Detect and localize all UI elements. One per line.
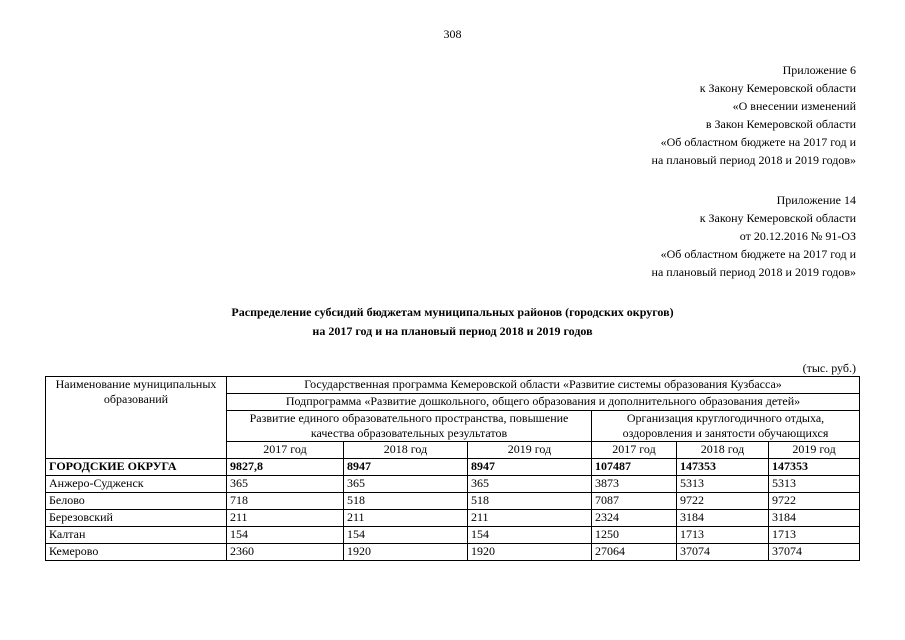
row-value: 9722 [769,493,860,510]
row-value: 8947 [468,459,592,476]
row-value: 5313 [769,476,860,493]
table-row [46,476,860,493]
row-value: 365 [227,476,344,493]
table-header-row [46,377,860,394]
row-value: 154 [468,527,592,544]
row-name: Кемерово [46,544,227,561]
appendix-6-block [652,61,856,169]
row-value: 9722 [677,493,769,510]
row-value: 365 [344,476,468,493]
page-number: 308 [443,27,462,41]
units-label: (тыс. руб.) [802,361,856,375]
row-value: 9827,8 [227,459,344,476]
row-value: 27064 [592,544,677,561]
row-value: 7087 [592,493,677,510]
row-value: 154 [227,527,344,544]
appendix-14-block [652,191,856,281]
header-year: 2017 год [592,442,677,459]
appendix-line: к Закону Кемеровской области [699,81,856,95]
header-subprogram: Подпрограмма «Развитие дошкольного, общего образования и дополнительного образования детей» [227,394,860,411]
row-value: 3184 [769,510,860,527]
row-value: 211 [344,510,468,527]
table-row [46,527,860,544]
row-value: 3873 [592,476,677,493]
appendix-line: «Об областном бюджете на 2017 год и [660,247,856,261]
appendix-line: Приложение 6 [782,63,856,77]
row-value: 2324 [592,510,677,527]
row-name: ГОРОДСКИЕ ОКРУГА [46,459,227,476]
table-row [46,544,860,561]
row-value: 2360 [227,544,344,561]
row-value: 718 [227,493,344,510]
subsidies-table [45,376,860,561]
row-value: 3184 [677,510,769,527]
header-year: 2018 год [677,442,769,459]
row-name: Анжеро-Судженск [46,476,227,493]
appendix-line: Приложение 14 [776,193,856,207]
row-value: 1920 [468,544,592,561]
document-title [0,303,905,341]
header-group-education: Развитие единого образовательного пространства, повышение качества образовательных результатов [227,411,592,442]
table-row [46,459,860,476]
row-value: 211 [468,510,592,527]
header-year: 2017 год [227,442,344,459]
header-year: 2019 год [769,442,860,459]
row-name: Березовский [46,510,227,527]
header-group-recreation: Организация круглогодичного отдыха, оздоровления и занятости обучающихся [592,411,860,442]
appendix-line: на плановый период 2018 и 2019 годов» [651,153,856,167]
row-name: Белово [46,493,227,510]
row-value: 1920 [344,544,468,561]
header-year: 2018 год [344,442,468,459]
appendix-line: «О внесении изменений [732,99,856,113]
header-year: 2019 год [468,442,592,459]
table-row [46,510,860,527]
row-value: 37074 [677,544,769,561]
row-value: 147353 [769,459,860,476]
row-value: 1713 [677,527,769,544]
title-line-1: Распределение субсидий бюджетам муниципальных районов (городских округов) [231,305,674,319]
table-row [46,493,860,510]
appendix-line: к Закону Кемеровской области [699,211,856,225]
appendix-line: на плановый период 2018 и 2019 годов» [651,265,856,279]
title-line-2: на 2017 год и на плановый период 2018 и 2019 годов [312,324,593,338]
row-value: 154 [344,527,468,544]
row-value: 211 [227,510,344,527]
row-value: 1250 [592,527,677,544]
row-value: 518 [468,493,592,510]
row-value: 8947 [344,459,468,476]
header-municipality: Наименование муниципальных образований [46,377,227,459]
header-program: Государственная программа Кемеровской области «Развитие системы образования Кузбасса» [227,377,860,394]
row-value: 365 [468,476,592,493]
appendix-line: от 20.12.2016 № 91-ОЗ [739,229,856,243]
row-value: 147353 [677,459,769,476]
appendix-line: в Закон Кемеровской области [705,117,856,131]
row-value: 1713 [769,527,860,544]
row-value: 5313 [677,476,769,493]
row-value: 37074 [769,544,860,561]
row-value: 518 [344,493,468,510]
row-name: Калтан [46,527,227,544]
appendix-line: «Об областном бюджете на 2017 год и [660,135,856,149]
row-value: 107487 [592,459,677,476]
